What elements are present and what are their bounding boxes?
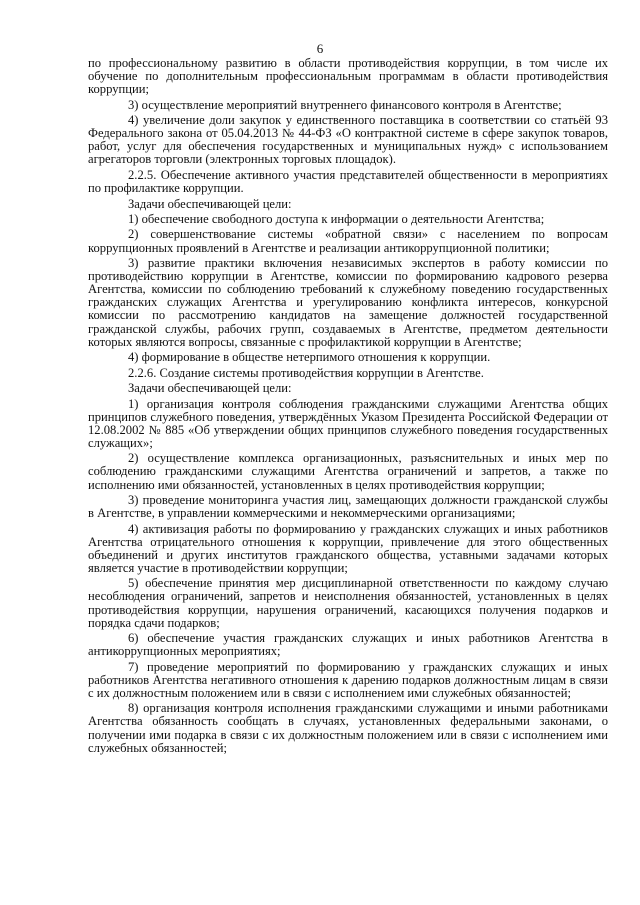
paragraph: 1) обеспечение свободного доступа к информации о деятельности Агентства; xyxy=(128,211,545,226)
paragraph: 4) увеличение доли закупок у единственного поставщика в соответствии со статьёй 93 Федерального закона от 05.04.2013 № 44-ФЗ «О контрактной системе в сфере закупок товаров, работ, услуг для обеспечения государственных и муниципальных нужд» с использованием агрегаторов торговли (электронных торговых площадок). xyxy=(88,113,608,167)
paragraph: 4) активизация работы по формированию у гражданских служащих и иных работников Агентства отрицательного отношения к коррупции, привлечение для этого общественных объединений и других институтов гражданского общества, уставными задачами которых является участие в противодействии коррупции; xyxy=(88,521,608,575)
paragraph: 2.2.5. Обеспечение активного участия представителей общественности в мероприятиях по профилактике коррупции. xyxy=(88,167,608,196)
paragraph: 3) осуществление мероприятий внутреннего финансового контроля в Агентстве; xyxy=(128,97,562,112)
paragraph: 6) обеспечение участия гражданских служащих и иных работников Агентства в антикоррупционных мероприятиях; xyxy=(88,631,608,659)
document-body xyxy=(88,57,608,757)
paragraph: 2) совершенствование системы «обратной связи» с населением по вопросам коррупционных проявлений в Агентстве и реализации антикоррупционной политики; xyxy=(88,227,608,255)
paragraph: Задачи обеспечивающей цели: xyxy=(128,381,292,396)
paragraph: 2.2.6. Создание системы противодействия коррупции в Агентстве. xyxy=(128,365,484,380)
paragraph: по профессиональному развитию в области противодействия коррупции, в том числе их обучение по дополнительным профессиональным программам в области противодействия коррупции; xyxy=(88,56,608,97)
paragraph: 3) проведение мониторинга участия лиц, замещающих должности гражданской службы в Агентстве, в управлении коммерческими и некоммерческими организациями; xyxy=(88,492,608,521)
paragraph: 3) развитие практики включения независимых экспертов в работу комиссии по противодействию коррупции в Агентстве, комиссии по формированию кадрового резерва Агентства, комиссии по соблюдению требований к служебному поведению государственных гражданских служащих Агентства и урегулированию конфликта интересов, конкурсной комиссии по рассмотрению кандидатов на замещение должностей государственной гражданской службы, рабочих групп, создаваемых в Агентстве, предметом деятельности которых являются вопросы, связанные с профилактикой коррупции в Агентстве; xyxy=(88,256,608,349)
paragraph: 2) осуществление комплекса организационных, разъяснительных и иных мер по соблюдению гражданскими служащими Агентства ограничений и запретов, а также по исполнению ими обязанностей, установленных в целях противодействия коррупции; xyxy=(88,451,608,492)
paragraph: Задачи обеспечивающей цели: xyxy=(128,196,292,211)
paragraph: 5) обеспечение принятия мер дисциплинарной ответственности по каждому случаю несоблюдения ограничений, запретов и неисполнения обязанностей, установленных в целях противодействия коррупции, нарушения ограничений, касающихся получения подарков и порядка сдачи подарков; xyxy=(88,576,608,630)
paragraph: 7) проведение мероприятий по формированию у гражданских служащих и иных работников Агентства негативного отношения к дарению подарков должностным лицам в связи с их должностным положением или в связи с исполнением ими служебных обязанностей; xyxy=(88,659,608,700)
paragraph: 4) формирование в обществе нетерпимого отношения к коррупции. xyxy=(128,350,491,365)
paragraph: 1) организация контроля соблюдения гражданскими служащими Агентства общих принципов служебного поведения, утверждённых Указом Президента Российской Федерации от 12.08.2002 № 885 «Об утверждении общих принципов служебного поведения государственных служащих»; xyxy=(88,396,608,450)
page-number: 6 xyxy=(316,41,324,56)
paragraph: 8) организация контроля исполнения гражданскими служащими и иными работниками Агентства обязанность сообщать в случаях, установленных федеральными законами, о получении ими подарка в связи с их должностным положением или в связи с исполнением ими служебных обязанностей; xyxy=(88,701,608,755)
